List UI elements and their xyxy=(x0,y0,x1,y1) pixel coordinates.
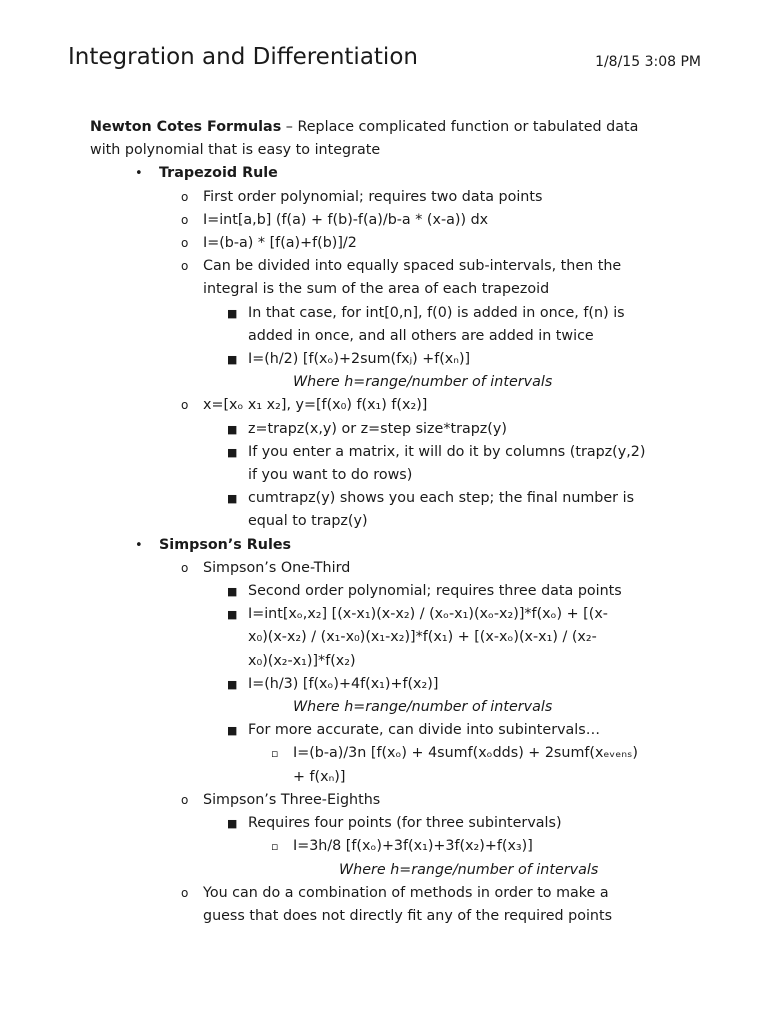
list-item-continuation: x₀)(x-x₂) / (x₁-x₀)(x₁-x₂)]*f(x₁) + [(x-xₒ)(x-x₁) / (x₂- xyxy=(248,629,597,646)
bullet-circle-icon: o xyxy=(181,189,189,204)
list-item xyxy=(227,719,690,742)
list-item-continuation: added in once, and all others are added in twice xyxy=(248,327,594,344)
list-item-text: I=(b-a)/3n [f(xₒ) + 4sumf(xₒdds) + 2sumf(xₑᵥₑₙₛ) xyxy=(293,745,638,762)
list-item-text: First order polynomial; requires two data points xyxy=(203,188,543,205)
trapezoid-heading-item xyxy=(135,162,690,185)
bullet-square-icon: ■ xyxy=(227,306,238,320)
list-item xyxy=(181,882,690,905)
bullet-square-icon: ■ xyxy=(227,445,238,459)
list-item xyxy=(271,742,690,765)
list-item-text: Requires four points (for three subintervals) xyxy=(248,815,562,832)
list-item-text: In that case, for int[0,n], f(0) is added in once, f(n) is xyxy=(248,304,625,321)
list-item xyxy=(227,812,690,835)
list-item-text: If you enter a matrix, it will do it by columns (trapz(y,2) xyxy=(248,443,646,460)
list-item-text: I=(b-a) * [f(a)+f(b)]/2 xyxy=(203,235,357,252)
list-item xyxy=(227,673,690,696)
list-item xyxy=(227,441,690,464)
bullet-disc-icon: • xyxy=(135,537,143,553)
intro-text: – Replace complicated function or tabulated data xyxy=(281,119,639,135)
bullet-square-icon: ■ xyxy=(227,724,238,738)
intro-line-2: with polynomial that is easy to integrate xyxy=(90,142,381,159)
trapezoid-heading: Trapezoid Rule xyxy=(159,165,278,182)
list-item xyxy=(181,186,690,209)
list-item xyxy=(227,418,690,441)
bullet-square-icon: ■ xyxy=(227,817,238,831)
list-item-text: For more accurate, can divide into subintervals… xyxy=(248,722,601,739)
list-item-text: cumtrapz(y) shows you each step; the final number is xyxy=(248,490,635,507)
list-item-text: Second order polynomial; requires three data points xyxy=(248,583,622,600)
list-item-text: I=(h/2) [f(xₒ)+2sum(fxⱼ) +f(xₙ)] xyxy=(248,351,471,368)
where-note: Where h=range/number of intervals xyxy=(293,374,553,391)
list-item xyxy=(181,789,690,812)
bullet-circle-icon: o xyxy=(181,212,189,227)
list-item xyxy=(227,302,690,325)
simpson-heading: Simpson’s Rules xyxy=(159,536,292,553)
list-item xyxy=(227,603,690,626)
list-item xyxy=(227,580,690,603)
bullet-square-icon: ■ xyxy=(227,353,238,367)
note-body xyxy=(90,116,690,928)
bullet-circle-icon: o xyxy=(181,560,189,575)
list-item-continuation: x₀)(x₂-x₁)]*f(x₂) xyxy=(248,652,356,669)
list-item-continuation: equal to trapz(y) xyxy=(248,513,368,530)
list-item-text: I=3h/8 [f(xₒ)+3f(x₁)+3f(x₂)+f(x₃)] xyxy=(293,838,533,855)
bullet-hollow-square-icon: ▫ xyxy=(271,747,279,761)
list-item xyxy=(181,394,690,417)
list-item xyxy=(181,209,690,232)
list-item-text: I=int[xₒ,x₂] [(x-x₁)(x-x₂) / (xₒ-x₁)(xₒ-x₂)]*f(xₒ) + [(x- xyxy=(248,606,608,623)
list-item xyxy=(181,557,690,580)
list-item-text: I=int[a,b] (f(a) + f(b)-f(a)/b-a * (x-a)) dx xyxy=(203,211,489,228)
bullet-circle-icon: o xyxy=(181,236,189,251)
list-item xyxy=(181,232,690,255)
list-item-text: You can do a combination of methods in order to make a xyxy=(203,884,609,901)
bullet-circle-icon: o xyxy=(181,885,189,900)
list-item-text: x=[xₒ x₁ x₂], y=[f(x₀) f(x₁) f(x₂)] xyxy=(203,397,428,414)
timestamp: 1/8/15 3:08 PM xyxy=(595,54,701,70)
intro-heading: Newton Cotes Formulas xyxy=(90,119,282,135)
list-item-text: Simpson’s Three-Eighths xyxy=(203,791,381,808)
bullet-square-icon: ■ xyxy=(227,492,238,506)
bullet-circle-icon: o xyxy=(181,398,189,413)
list-item xyxy=(181,255,690,278)
where-note: Where h=range/number of intervals xyxy=(293,699,553,716)
list-item-continuation: integral is the sum of the area of each trapezoid xyxy=(203,281,550,298)
list-item-text: Simpson’s One-Third xyxy=(203,559,351,576)
bullet-square-icon: ■ xyxy=(227,422,238,436)
bullet-square-icon: ■ xyxy=(227,677,238,691)
bullet-circle-icon: o xyxy=(181,792,189,807)
bullet-square-icon: ■ xyxy=(227,585,238,599)
simpson-heading-item xyxy=(135,534,690,557)
where-note: Where h=range/number of intervals xyxy=(339,861,599,878)
list-item-text: Can be divided into equally spaced sub-intervals, then the xyxy=(203,258,622,275)
list-item-text: I=(h/3) [f(xₒ)+4f(x₁)+f(x₂)] xyxy=(248,675,439,692)
list-item-continuation: if you want to do rows) xyxy=(248,467,413,484)
list-item-text: z=trapz(x,y) or z=step size*trapz(y) xyxy=(248,420,507,437)
list-item xyxy=(227,348,690,371)
list-item xyxy=(271,835,690,858)
intro-line-1 xyxy=(90,116,690,139)
list-item-continuation: guess that does not directly fit any of the required points xyxy=(203,907,613,924)
bullet-disc-icon: • xyxy=(135,166,143,182)
list-item-continuation: + f(xₙ)] xyxy=(293,768,346,785)
bullet-circle-icon: o xyxy=(181,259,189,274)
list-item xyxy=(227,487,690,510)
bullet-square-icon: ■ xyxy=(227,608,238,622)
bullet-hollow-square-icon: ▫ xyxy=(271,840,279,854)
page-title: Integration and Differentiation xyxy=(68,44,418,70)
